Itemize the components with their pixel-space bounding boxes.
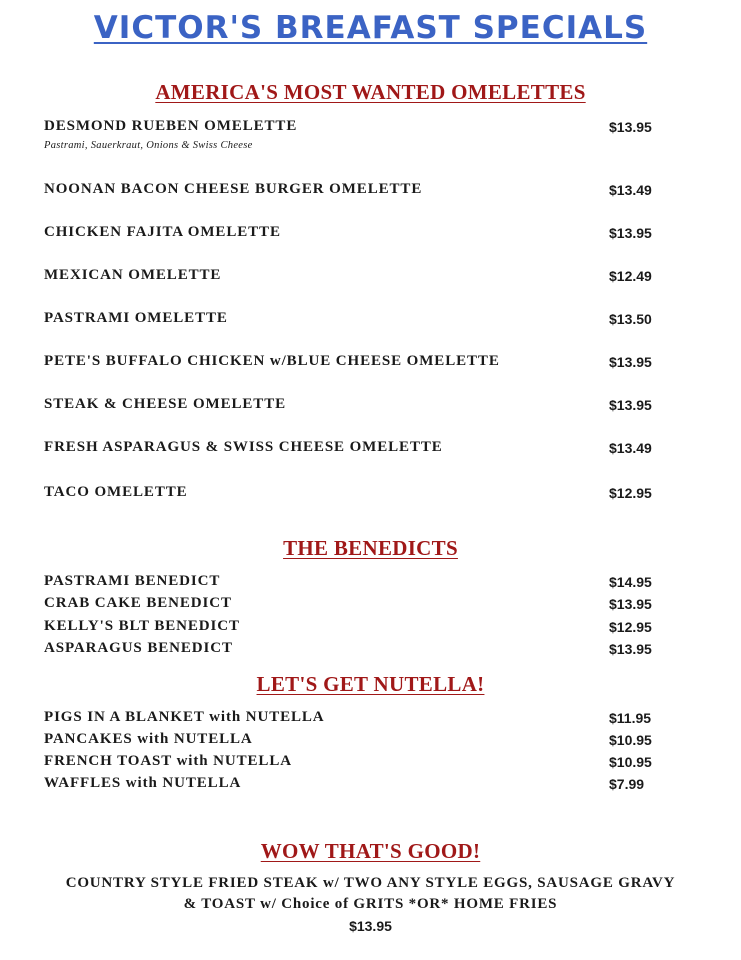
special-description-line-2: & TOAST w/ Choice of GRITS *OR* HOME FRIES <box>183 896 558 912</box>
menu-item-name: STEAK & CHEESE OMELETTE <box>44 396 287 412</box>
menu-item-price: $13.95 <box>609 354 652 370</box>
menu-item-price: $12.95 <box>609 485 652 501</box>
menu-item-name: CHICKEN FAJITA OMELETTE <box>44 224 281 240</box>
section-heading-omelettes: AMERICA'S MOST WANTED OMELETTES <box>155 80 586 104</box>
menu-item-name: PASTRAMI BENEDICT <box>44 573 221 589</box>
menu-item-description: Pastrami, Sauerkraut, Onions & Swiss Cheese <box>44 140 253 151</box>
menu-item-price: $13.95 <box>609 225 652 241</box>
menu-item-price: $10.95 <box>609 732 652 748</box>
menu-item-name: FRENCH TOAST with NUTELLA <box>44 753 292 769</box>
section-heading-benedicts: THE BENEDICTS <box>283 536 458 560</box>
menu-item-price: $13.95 <box>609 397 652 413</box>
menu-item-name: ASPARAGUS BENEDICT <box>44 640 233 656</box>
menu-item-price: $11.95 <box>609 710 652 726</box>
menu-item-price: $13.95 <box>609 641 652 657</box>
menu-title: VICTOR'S BREAFAST SPECIALS <box>93 10 648 46</box>
menu-item-price: $13.95 <box>609 119 652 135</box>
section-heading-nutella: LET'S GET NUTELLA! <box>256 672 485 696</box>
menu-item-price: $12.95 <box>609 619 652 635</box>
menu-item-price: $12.49 <box>609 268 652 284</box>
menu-item-name: KELLY'S BLT BENEDICT <box>44 618 240 634</box>
menu-item-name: TACO OMELETTE <box>44 484 188 500</box>
menu-item-price: $13.49 <box>609 182 652 198</box>
menu-item-price: $13.50 <box>609 311 652 327</box>
menu-item-name: FRESH ASPARAGUS & SWISS CHEESE OMELETTE <box>44 439 443 455</box>
menu-item-name: NOONAN BACON CHEESE BURGER OMELETTE <box>44 181 423 197</box>
menu-item-name: MEXICAN OMELETTE <box>44 267 222 283</box>
special-description-line-1: COUNTRY STYLE FRIED STEAK w/ TWO ANY STYLE EGGS, SAUSAGE GRAVY <box>65 875 676 891</box>
special-price: $13.95 <box>349 918 392 934</box>
menu-item-price: $7.99 <box>609 776 645 792</box>
menu-item-name: PANCAKES with NUTELLA <box>44 731 253 747</box>
menu-item-price: $13.49 <box>609 440 652 456</box>
menu-item-price: $14.95 <box>609 574 652 590</box>
menu-item-price: $13.95 <box>609 596 652 612</box>
section-heading-wow: WOW THAT'S GOOD! <box>260 839 481 863</box>
menu-item-name: WAFFLES with NUTELLA <box>44 775 242 791</box>
menu-item-name: PIGS IN A BLANKET with NUTELLA <box>44 709 325 725</box>
menu-item-name: CRAB CAKE BENEDICT <box>44 595 232 611</box>
menu-item-price: $10.95 <box>609 754 652 770</box>
menu-item-name: DESMOND RUEBEN OMELETTE <box>44 118 298 134</box>
menu-item-name: PETE'S BUFFALO CHICKEN w/BLUE CHEESE OMELETTE <box>44 353 500 369</box>
menu-item-name: PASTRAMI OMELETTE <box>44 310 228 326</box>
